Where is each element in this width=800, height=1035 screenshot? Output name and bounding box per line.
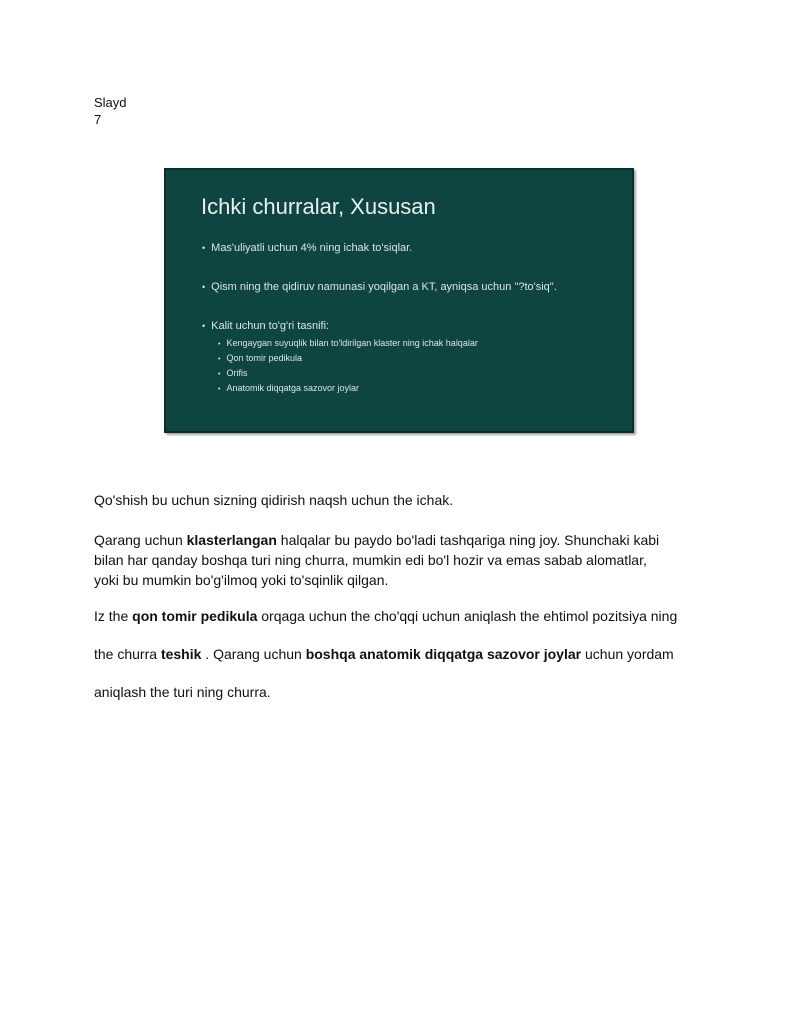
bold-term: qon tomir pedikula: [132, 608, 258, 624]
slide-number: 7: [94, 112, 102, 127]
slide-sub-bullet: • Kengaygan suyuqlik bilan to'ldirilgan klaster ning ichak halqalar: [218, 338, 478, 348]
slide-bullet: • Qism ning the qidiruv namunasi yoqilgan a KT, ayniqsa uchun "?to'siq".: [202, 281, 557, 293]
slide-bullet: • Kalit uchun to'g'ri tasnifi:: [202, 320, 329, 332]
slide-sub-bullet: • Anatomik diqqatga sazovor joylar: [218, 383, 359, 393]
bold-term: klasterlangan: [186, 532, 277, 548]
notes-paragraph-5: aniqlash the turi ning churra.: [94, 684, 271, 700]
notes-paragraph-3: Iz the qon tomir pedikula orqaga uchun the cho'qqi uchun aniqlash the ehtimol pozitsiya ning: [94, 608, 678, 624]
slide-sub-bullet: • Qon tomir pedikula: [218, 353, 302, 363]
slide-title: Ichki churralar, Xususan: [201, 194, 436, 219]
notes-paragraph-4: the churra teshik . Qarang uchun boshqa anatomik diqqatga sazovor joylar uchun yordam: [94, 646, 674, 662]
slide-image: [164, 168, 634, 433]
slide-label: [94, 94, 127, 128]
slide-sub-bullet: • Orifis: [218, 368, 247, 378]
notes-paragraph-2: Qarang uchun klasterlangan halqalar bu paydo bo'ladi tashqariga ning joy. Shunchaki kabi bilan har qanday boshqa turi ning churra, mumkin edi bo'l hozir va emas sabab alomatlar, yoki bu mumkin bo'g'ilmoq yoki to'sqinlik qilgan.: [94, 532, 660, 588]
slide-bullet: • Mas'uliyatli uchun 4% ning ichak to'siqlar.: [202, 242, 412, 254]
bold-term: teshik: [160, 646, 202, 662]
notes-paragraph-1: Qo'shish bu uchun sizning qidirish naqsh uchun the ichak.: [94, 492, 454, 508]
bold-term: boshqa anatomik diqqatga sazovor joylar: [305, 646, 582, 662]
slide-label-word: Slayd: [94, 95, 127, 110]
